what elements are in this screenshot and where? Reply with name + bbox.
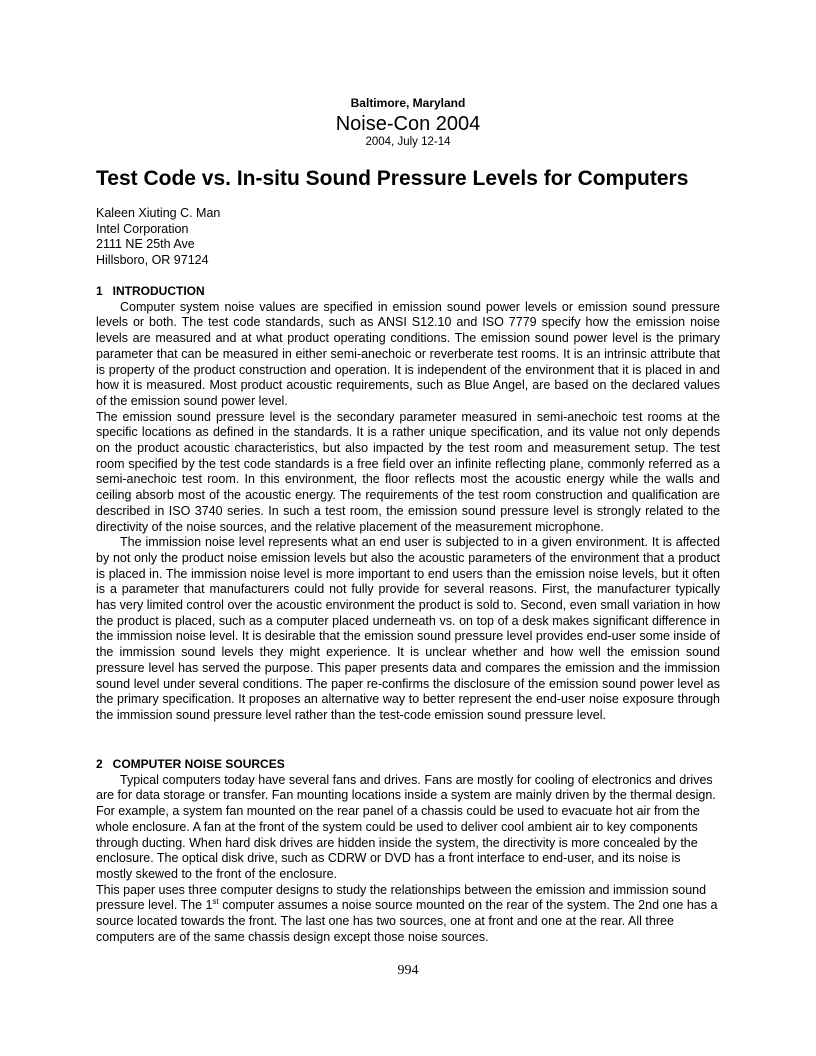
- paragraph-text-end: computer assumes a noise source mounted on the rear of the system. The 2nd one has a source located towards the front. The last one has two sources, one at front and one at the rear. All three computers are of the same chassis design except those noise sources.: [96, 898, 718, 944]
- section-introduction: [96, 284, 720, 724]
- section-noise-sources: [96, 757, 720, 945]
- author-name: Kaleen Xiuting C. Man: [96, 206, 221, 220]
- paragraph: The emission sound pressure level is the secondary parameter measured in semi-anechoic test rooms at the specific locations as defined in the standards. It is a rather unique specification, and its value not only depends on the product acoustic characteristics, but also impacted by the test room and measurement setup. The test room specified by the test code standards is a free field over an infinite reflecting plane, commonly referred as a semi-anechoic test room. In this environment, the floor reflects most the acoustic energy while the walls and ceiling absorb most of the acoustic energy. The requirements of the test room construction and qualification are described in ISO 3740 series. In such a test room, the emission sound pressure level is strongly related to the directivity of the noise sources, and the relative placement of the measurement microphone.: [96, 409, 720, 534]
- conference-name: Noise-Con 2004: [335, 113, 481, 135]
- section-heading: 1 INTRODUCTION: [96, 284, 205, 298]
- conference-date: 2004, July 12-14: [365, 136, 451, 148]
- author-block: [96, 206, 220, 268]
- paragraph: The immission noise level represents what an end user is subjected to in a given environment. It is affected by not only the product noise emission levels but also the acoustic parameters of the environment that a product is placed in. The immission noise level is more important to end users than the emission noise levels, but it often is a parameter that manufacturers could not fully provide for several reasons. First, the manufacturer typically has very limited control over the acoustic environment the product is sold to. Second, even small variation in how the product is placed, such as a computer placed underneath vs. on top of a desk makes significant difference in the immission noise level. It is desirable that the emission sound pressure level provides end-user some inside of the immission sound levels they might experience. It is unclear whether and how well the emission sound pressure level has served the purpose. This paper presents data and compares the emission and the immission sound level under several conditions. The paper re-confirms the disclosure of the emission sound power level as the primary specification. It proposes an alternative way to better represent the end-user noise exposure through the immission sound pressure level rather than the test-code emission sound pressure level.: [96, 535, 720, 722]
- ordinal-suffix: st: [212, 897, 219, 907]
- conference-location: Baltimore, Maryland: [350, 96, 466, 110]
- paragraph: [96, 883, 720, 946]
- paragraph: Computer system noise values are specified in emission sound power levels or emission sound pressure levels or both. The test code standards, such as ANSI S12.10 and ISO 7779 specify how the emission noise levels are measured and at what product operating conditions. The emission sound power level is the primary parameter that can be measured in either semi-anechoic or reverberate test rooms. It is an intrinsic attribute that is property of the product construction and operation. It is independent of the environment that it is placed in and how it is measured. Most product acoustic requirements, such as Blue Angel, are based on the declared values of the emission sound power level.: [96, 299, 720, 408]
- paragraph-text-start: This paper uses three computer designs to study the relationships between the emission and immission sound pressure level. The 1: [96, 882, 707, 913]
- paper-title: Test Code vs. In-situ Sound Pressure Levels for Computers: [96, 167, 689, 190]
- paragraph: Typical computers today have several fans and drives. Fans are mostly for cooling of electronics and drives are for data storage or transfer. Fan mounting locations inside a system are mainly driven by the thermal design. For example, a system fan mounted on the rear panel of a chassis could be used to evacuate hot air from the whole enclosure. A fan at the front of the system could be used to deliver cool ambient air to key components through ducting. When hard disk drives are hidden inside the system, the directivity is more concealed by the enclosure. The optical disk drive, such as CDRW or DVD has a front interface to end-user, and its noise is mostly skewed to the front of the enclosure.: [96, 772, 716, 881]
- page-number: 994: [397, 963, 419, 978]
- section-heading: 2 COMPUTER NOISE SOURCES: [96, 757, 285, 771]
- author-address-line2: Hillsboro, OR 97124: [96, 252, 209, 267]
- author-address-line1: 2111 NE 25th Ave: [96, 237, 195, 251]
- author-organization: Intel Corporation: [96, 221, 189, 236]
